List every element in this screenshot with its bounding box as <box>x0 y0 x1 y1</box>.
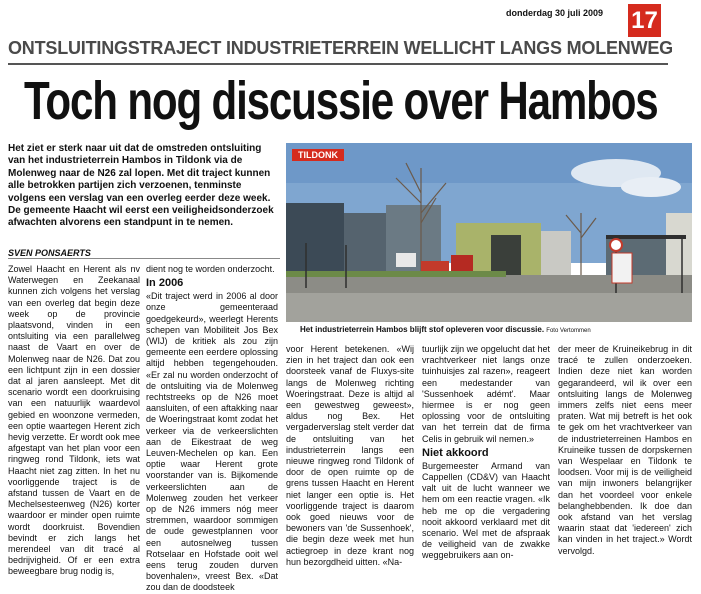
photo <box>286 143 692 322</box>
column-2 <box>146 264 278 594</box>
byline-rule <box>8 258 280 259</box>
column-1 <box>8 264 140 578</box>
column-5-text: der meer de Kruineikebrug in dit tracé te zullen onderzoeken. Indien deze niet kan worden gegarandeerd, wil ik over een ontsluiting langs de Molenweg immers zelfs niet eens meer praten. Wat mij betreft is het ook te gek om het vrachtverkeer van de industrieterreinen Hambos en Kruineike tussen de dorpskernen van Wespelaar en Tildonk te loodsen. Voor mij is de veiligheid van mijn inwoners belangrijker dan het voordeel voor enkele belanghebbenden. Ik doe dan ook afstand van het verslag waarin staat dat 'iedereen' zich kan vinden in het traject.» Wordt vervolgd. <box>558 344 692 556</box>
column-2-text: «Dit traject werd in 2006 al door onze gemeenteraad goedgekeurd», weerlegt Herents schepen van Mobiliteit Jos Bex (WIJ) de kritiek als zou zijn gemeente een eerdere oplossing altijd hebben tegengehouden. «Er zal nu worden onderzocht of de ontsluiting via de Molenweg rechtstreeks op de N26 moet aansluiten, of een aftakking naar de Woeringstraat komt zodat het verkeer via de verkeerslichten aan de Eikestraat de weg Leuven-Mechelen op kan. Een optie waar Herent grote voorstander van is. Bijkomende verkeerslichten aan de Molenweg zouden het verkeer op de N26 immers nóg meer stremmen, waardoor sommigen de oude gewestplannen voor een autosnelweg tussen Rotselaar en Hofstade ooit wel eens terug zouden durven bovenhalen», vreest Bex. «Dat zou dan de doodsteek <box>146 291 278 593</box>
photo-caption <box>300 325 690 334</box>
column-4 <box>422 344 550 562</box>
photo-credit: Foto Vertommen <box>546 328 591 334</box>
photo-location-tag: TILDONK <box>292 149 344 161</box>
column-3-text: voor Herent betekenen. «Wij zien in het traject dan ook een doorsteek vanaf de Fluxys-site langs de Molenweg richting Woeringstraat. Deze is altijd al een gewestweg geweest», aldus nog Bex. Het vergaderverslag stelt verder dat de ontsluiting van het industrieterrein langs een nieuwe ringweg rond Tildonk of door de open ruimte op de grens tussen Haacht en Herent niet langer een optie is. Het voorliggende traject is daarom ook goed nieuws voor de bewoners van 'de Sussenhoek', die begin deze week met hun actiegroep in deze krant nog hun bezorgdheid uitten. «Na- <box>286 344 414 567</box>
column-4-text: tuurlijk zijn we opgelucht dat het vrachtverkeer niet langs onze tuinhuisjes zal razen», reageert een medestander van 'Sussenhoek adémt'. Maar hiermee is er nog geen oplossing voor de ontsluiting van het terrein dat de firma Celis in gebruik wil nemen.» <box>422 344 550 444</box>
caption-text: Het industrieterrein Hambos blijft stof opleveren voor discussie. <box>300 325 545 334</box>
column-3 <box>286 344 414 568</box>
column-1-text: Zowel Haacht en Herent als nv Waterwegen en Zeekanaal kunnen zich volgens het verslag van een overleg dat begin deze week op de provincie plaatsvond, vinden in een ontsluiting via een parallelweg naast de Vaart en over de Molenweg naar de N26. Dat zou een lichtpunt zijn in een dossier dat al jaren aansleept. Met dit scenario wordt een doorkruising van een natuurlijk waardevol gebied en woonzone vermeden, een optie waartegen Herent zich hevig verzette. Er wordt ook mee afgestapt van het plan voor een ringweg rond Tildonk, iets wat Haacht niet zag zitten. In het nu voorliggende traject is de afstand tussen de Vaart en de Mechelsesteenweg (N26) korter waardoor er minder open ruimte wordt doorkruist. Bovendien bevindt er zich langs het merendeel van dit tracé al bedrijvigheid. Of er een extra beweegbare brug nodig is, <box>8 264 140 577</box>
kicker-rule <box>8 63 668 65</box>
column-2-top-text: dient nog te worden onderzocht. <box>146 264 275 274</box>
subheading-in-2006: In 2006 <box>146 277 184 290</box>
page-number-badge: 17 <box>628 4 661 37</box>
lead-paragraph: Het ziet er sterk naar uit dat de omstreden ontsluiting van het industrieterrein Hambos in Tildonk via de Molenweg naar de N26 zal lopen. Met dit traject kunnen alle betrokken partijen zich verzoenen, tenminste volgens een verslag van een overleg eerder deze week. De gemeente Haacht wil eerst een veiligheidsonderzoek afwachten alvorens een standpunt in te nemen. <box>8 143 274 229</box>
subheading-niet-akkoord: Niet akkoord <box>422 446 489 459</box>
column-4-text-b: Burgemeester Armand van Cappellen (CD&V) van Haacht valt uit de lucht wanneer we hem om een reactie vragen. «Ik heb me op die vergadering nooit akkoord verklaard met dit scenario. Wel met de afspraak de veiligheid van de zwakke weggebruikers aan on- <box>422 460 550 561</box>
kicker: ONTSLUITINGSTRAJECT INDUSTRIETERREIN WELLICHT LANGS MOLENWEG <box>8 38 673 58</box>
industrial-site-photo <box>286 143 692 322</box>
header-date: donderdag 30 juli 2009 <box>506 8 604 18</box>
column-5 <box>558 344 692 557</box>
byline: SVEN PONSAERTS <box>8 248 91 258</box>
headline: Toch nog discussie over Hambos <box>24 71 658 131</box>
